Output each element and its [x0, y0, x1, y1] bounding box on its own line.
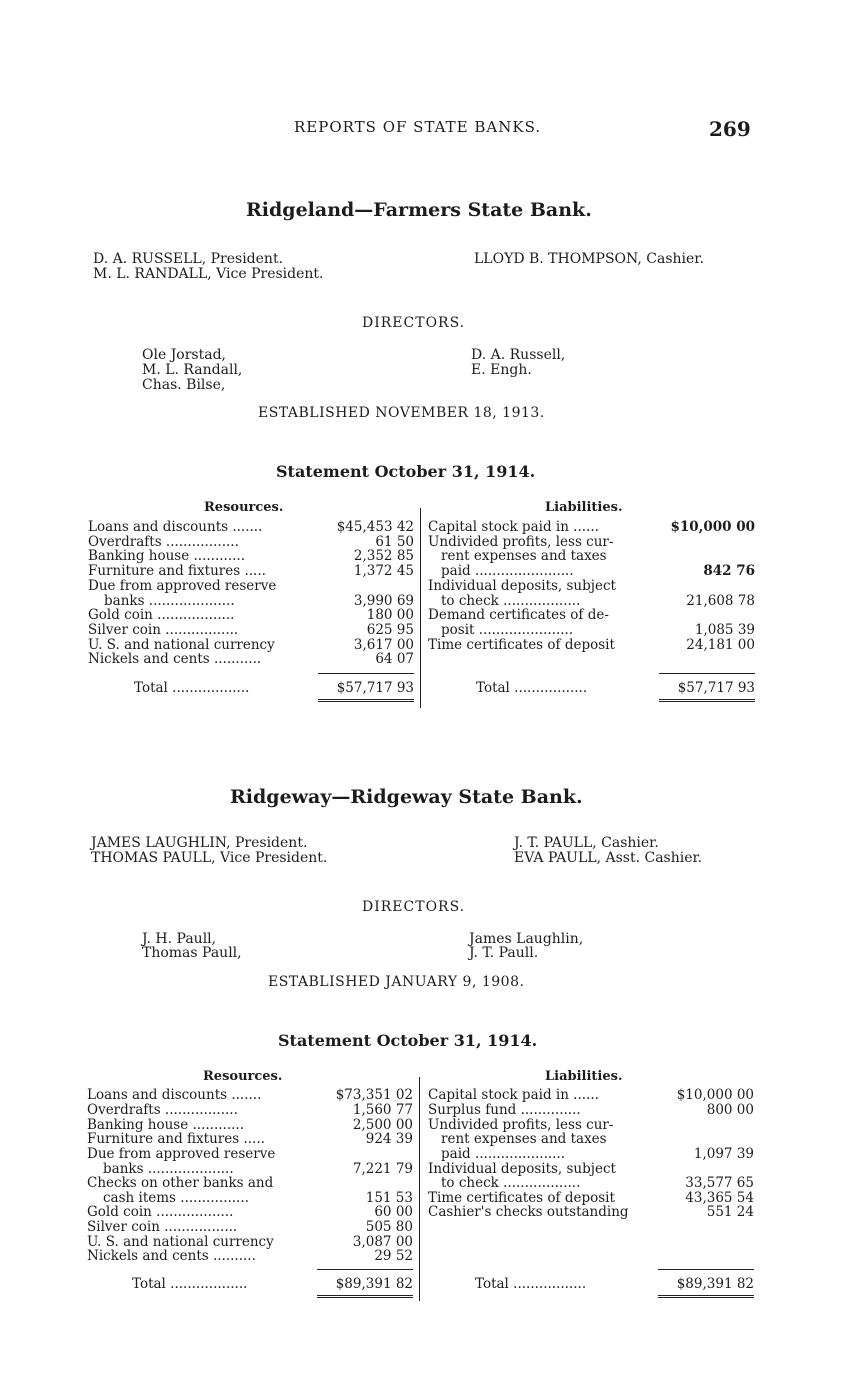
total-amount: $57,717 93 [677, 680, 755, 696]
total-double-rule [317, 1295, 413, 1298]
row-amount: $45,453 42 [336, 519, 414, 535]
resources-total-row [134, 681, 414, 696]
bank-title: Ridgeway—Ridgeway State Bank. [230, 786, 583, 808]
director-name: J. H. Paull, [142, 931, 217, 947]
row-label: Due from approved reserve [88, 578, 277, 594]
total-label: Total ................. [475, 1276, 587, 1292]
row-label: Silver coin ................. [88, 622, 239, 638]
row-amount: 43,365 54 [685, 1190, 754, 1206]
total-label: Total .................. [132, 1276, 248, 1292]
row-amount: 1,560 77 [352, 1102, 413, 1118]
row-label: Nickels and cents ........... [88, 651, 262, 667]
row-label: Capital stock paid in ...... [428, 1087, 599, 1103]
row-label: Silver coin ................. [87, 1219, 238, 1235]
row-label: to check .................. [441, 1175, 581, 1191]
liability-row [428, 1088, 754, 1103]
established-date: ESTABLISHED JANUARY 9, 1908. [268, 974, 525, 990]
row-amount: 24,181 00 [686, 637, 755, 653]
row-label: banks .................... [103, 1161, 234, 1177]
row-label: Checks on other banks and [87, 1175, 274, 1191]
row-label: to check .................. [441, 593, 581, 609]
row-amount: 21,608 78 [686, 593, 755, 609]
row-label: U. S. and national currency [88, 637, 275, 653]
liability-row [428, 549, 755, 564]
liability-row [428, 1147, 754, 1162]
row-label: cash items ................ [103, 1190, 249, 1206]
row-amount: 505 80 [365, 1219, 413, 1235]
director-name: Chas. Bilse, [142, 377, 226, 393]
director-name: J. T. Paull. [469, 945, 539, 961]
resource-row [87, 1132, 413, 1147]
row-label: Overdrafts ................. [87, 1102, 238, 1118]
resource-row [87, 1220, 413, 1235]
row-amount: 551 24 [706, 1204, 754, 1220]
total-amount: $89,391 82 [676, 1276, 754, 1292]
resource-row [88, 623, 414, 638]
total-amount: $57,717 93 [336, 680, 414, 696]
subtotal-rule [659, 673, 755, 674]
row-label: paid ..................... [441, 1146, 566, 1162]
resource-row [88, 549, 414, 564]
resource-row [87, 1249, 413, 1264]
row-amount: 64 07 [375, 651, 414, 667]
row-amount: $10,000 00 [676, 1087, 754, 1103]
officer-vice-president: THOMAS PAULL, Vice President. [91, 850, 328, 866]
total-double-rule [659, 699, 755, 702]
liability-row [428, 638, 755, 653]
resource-row [88, 564, 414, 579]
subtotal-rule [318, 673, 414, 674]
row-label: rent expenses and taxes [441, 548, 607, 564]
officer-asst-cashier: EVA PAULL, Asst. Cashier. [514, 850, 703, 866]
officer-cashier: LLOYD B. THOMPSON, Cashier. [474, 251, 704, 267]
liability-row [428, 579, 755, 594]
row-label: Banking house ............ [87, 1117, 245, 1133]
resource-row [87, 1147, 413, 1162]
row-amount: 842 76 [703, 563, 755, 579]
row-label: Furniture and fixtures ..... [88, 563, 266, 579]
row-label: Overdrafts ................. [88, 534, 239, 550]
row-amount: 29 52 [374, 1248, 413, 1264]
row-label: Time certificates of deposit [428, 1190, 615, 1206]
statement-heading: Statement October 31, 1914. [278, 1031, 538, 1050]
row-label: Demand certificates of de- [428, 607, 609, 623]
row-amount: 33,577 65 [685, 1175, 754, 1191]
row-label: Loans and discounts ....... [88, 519, 263, 535]
column-divider [419, 1077, 420, 1301]
row-amount: 625 95 [366, 622, 414, 638]
director-name: E. Engh. [471, 362, 532, 378]
row-label: Cashier's checks outstanding [428, 1204, 629, 1220]
row-amount: 924 39 [365, 1131, 413, 1147]
liability-row [428, 520, 755, 535]
liabilities-heading: Liabilities. [545, 500, 623, 515]
liability-row [428, 1132, 754, 1147]
subtotal-rule [658, 1269, 754, 1270]
resource-row [88, 652, 414, 667]
resource-row [87, 1103, 413, 1118]
row-label: Undivided profits, less cur- [428, 1117, 614, 1133]
row-label: paid ....................... [441, 563, 574, 579]
resources-heading: Resources. [204, 500, 284, 515]
officer-cashier: J. T. PAULL, Cashier. [514, 835, 659, 851]
officer-president: JAMES LAUGHLIN, President. [91, 835, 308, 851]
row-label: Furniture and fixtures ..... [87, 1131, 265, 1147]
row-amount: 1,097 39 [693, 1146, 754, 1162]
row-amount: $10,000 00 [670, 519, 755, 535]
row-amount: 1,085 39 [694, 622, 755, 638]
row-label: Capital stock paid in ...... [428, 519, 599, 535]
liability-row [428, 564, 755, 579]
liability-row [428, 1176, 754, 1191]
row-label: Undivided profits, less cur- [428, 534, 614, 550]
liability-row [428, 623, 755, 638]
liability-row [428, 608, 755, 623]
row-label: Banking house ............ [88, 548, 246, 564]
director-name: Thomas Paull, [142, 945, 242, 961]
running-head: REPORTS OF STATE BANKS. [294, 118, 542, 136]
liabilities-total-row [476, 681, 755, 696]
row-amount: 151 53 [365, 1190, 413, 1206]
row-amount: 61 50 [375, 534, 414, 550]
row-amount: 1,372 45 [353, 563, 414, 579]
director-name: D. A. Russell, [471, 347, 566, 363]
column-divider [420, 508, 421, 708]
row-label: banks .................... [104, 593, 235, 609]
directors-heading: DIRECTORS. [362, 899, 466, 915]
row-label: Individual deposits, subject [428, 1161, 616, 1177]
row-amount: 60 00 [374, 1204, 413, 1220]
total-double-rule [318, 699, 414, 702]
subtotal-rule [317, 1269, 413, 1270]
row-label: rent expenses and taxes [441, 1131, 607, 1147]
resource-row [87, 1176, 413, 1191]
row-label: Individual deposits, subject [428, 578, 616, 594]
liabilities-heading: Liabilities. [545, 1069, 623, 1084]
established-date: ESTABLISHED NOVEMBER 18, 1913. [258, 405, 545, 421]
liabilities-total-row [475, 1277, 754, 1292]
row-label: Gold coin .................. [87, 1204, 234, 1220]
row-amount: 3,990 69 [353, 593, 414, 609]
officer-president: D. A. RUSSELL, President. [93, 251, 284, 267]
statement-heading: Statement October 31, 1914. [276, 462, 536, 481]
director-name: Ole Jorstad, [142, 347, 226, 363]
director-name: James Laughlin, [469, 931, 584, 947]
total-label: Total ................. [476, 680, 588, 696]
row-label: Gold coin .................. [88, 607, 235, 623]
total-double-rule [658, 1295, 754, 1298]
row-label: Due from approved reserve [87, 1146, 276, 1162]
officer-vice-president: M. L. RANDALL, Vice President. [93, 266, 324, 282]
page-number: 269 [709, 117, 751, 141]
row-label: Surplus fund .............. [428, 1102, 581, 1118]
row-amount: 3,087 00 [352, 1234, 413, 1250]
resource-row [87, 1205, 413, 1220]
bank-title: Ridgeland—Farmers State Bank. [246, 199, 592, 221]
row-amount: 180 00 [366, 607, 414, 623]
row-amount: $73,351 02 [335, 1087, 413, 1103]
row-label: posit ...................... [441, 622, 574, 638]
row-label: Time certificates of deposit [428, 637, 615, 653]
total-amount: $89,391 82 [335, 1276, 413, 1292]
total-label: Total .................. [134, 680, 250, 696]
resources-total-row [132, 1277, 413, 1292]
liability-row [428, 1205, 754, 1220]
resource-row [88, 608, 414, 623]
resource-row [88, 579, 414, 594]
directors-heading: DIRECTORS. [362, 315, 466, 331]
resource-row [88, 520, 414, 535]
row-label: U. S. and national currency [87, 1234, 274, 1250]
row-label: Nickels and cents .......... [87, 1248, 256, 1264]
row-amount: 800 00 [706, 1102, 754, 1118]
row-amount: 2,500 00 [352, 1117, 413, 1133]
resource-row [87, 1088, 413, 1103]
row-amount: 2,352 85 [353, 548, 414, 564]
director-name: M. L. Randall, [142, 362, 243, 378]
resources-heading: Resources. [203, 1069, 283, 1084]
row-label: Loans and discounts ....... [87, 1087, 262, 1103]
liability-row [428, 1103, 754, 1118]
row-amount: 7,221 79 [352, 1161, 413, 1177]
row-amount: 3,617 00 [353, 637, 414, 653]
